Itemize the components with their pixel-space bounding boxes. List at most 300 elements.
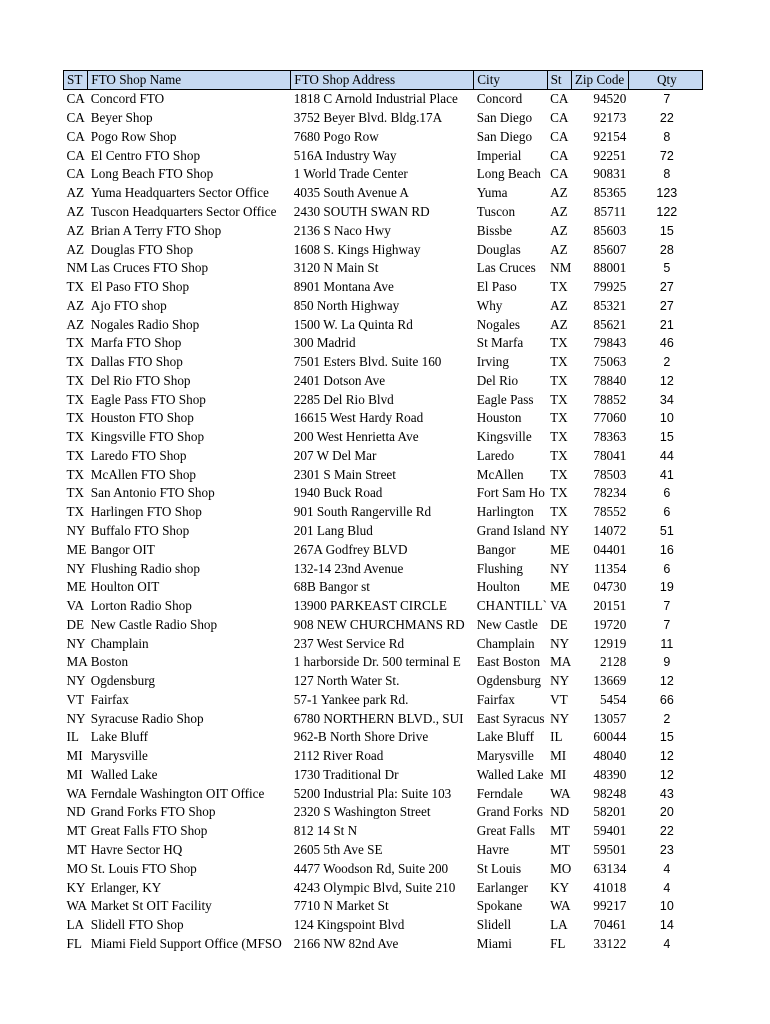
st-cell[interactable]: AZ [66,203,85,219]
shop-name-cell[interactable]: Houston FTO Shop [90,410,194,426]
city-cell[interactable]: East Syracus [476,710,545,726]
shop-name-cell[interactable]: Marysville [90,748,148,764]
shop-address-cell[interactable]: 5200 Industrial Pla: Suite 103 [293,785,452,801]
shop-address-cell[interactable]: 57-1 Yankee park Rd. [293,691,409,707]
shop-address-cell[interactable]: 3752 Beyer Blvd. Bldg.17A [293,110,443,126]
zip-cell[interactable]: 19720 [593,616,627,632]
shop-address-cell[interactable]: 908 NEW CHURCHMANS RD [293,616,465,632]
city-cell[interactable]: Grand Island [476,522,546,538]
st-cell[interactable]: TX [66,485,85,501]
shop-name-cell[interactable]: Ogdensburg [90,673,155,689]
shop-address-cell[interactable]: 1608 S. Kings Highway [293,241,421,257]
qty-cell[interactable]: 6 [663,486,671,501]
city-cell[interactable]: Del Rio [476,372,519,388]
shop-address-cell[interactable]: 16615 West Hardy Road [293,410,424,426]
qty-cell[interactable]: 8 [663,167,671,182]
city-cell[interactable]: Bangor [476,541,516,557]
zip-cell[interactable]: 20151 [593,598,627,614]
qty-cell[interactable]: 66 [659,692,674,707]
qty-cell[interactable]: 27 [659,280,674,295]
qty-cell[interactable]: 7 [663,599,671,614]
qty-cell[interactable]: 4 [663,936,671,951]
shop-name-cell[interactable]: Market St OIT Facility [90,898,212,914]
zip-cell[interactable]: 94520 [593,91,627,107]
zip-cell[interactable]: 33122 [593,935,627,951]
shop-name-cell[interactable]: Yuma Headquarters Sector Office [90,185,269,201]
state-cell[interactable]: NY [550,673,570,689]
city-cell[interactable]: Grand Forks [476,804,544,820]
zip-cell[interactable]: 78552 [593,504,627,520]
state-cell[interactable]: NY [550,710,570,726]
qty-cell[interactable]: 7 [663,617,671,632]
zip-cell[interactable]: 88001 [593,260,627,276]
qty-cell[interactable]: 7 [663,92,671,107]
shop-address-cell[interactable]: 267A Godfrey BLVD [293,541,408,557]
zip-cell[interactable]: 92251 [593,147,627,163]
st-cell[interactable]: ME [66,579,87,595]
shop-address-cell[interactable]: 2112 River Road [293,748,384,764]
zip-cell[interactable]: 92173 [593,110,627,126]
zip-cell[interactable]: 78840 [593,372,627,388]
st-cell[interactable]: MT [66,823,87,839]
shop-address-cell[interactable]: 516A Industry Way [293,147,397,163]
shop-name-cell[interactable]: McAllen FTO Shop [90,466,197,482]
city-cell[interactable]: Harlington [476,504,534,520]
zip-cell[interactable]: 14072 [593,522,627,538]
city-cell[interactable]: Nogales [476,316,520,332]
state-cell[interactable]: MT [550,842,570,857]
state-cell[interactable]: ND [550,804,570,820]
st-cell[interactable]: TX [66,466,85,482]
zip-cell[interactable]: 98248 [593,785,627,801]
state-cell[interactable]: ME [550,541,570,557]
qty-cell[interactable]: 11 [660,636,674,651]
qty-cell[interactable]: 15 [659,730,674,745]
qty-cell[interactable]: 46 [659,336,674,351]
qty-cell[interactable]: 22 [659,824,674,839]
zip-cell[interactable]: 58201 [593,804,627,820]
shop-name-cell[interactable]: Eagle Pass FTO Shop [90,391,206,407]
shop-name-cell[interactable]: Dallas FTO Shop [90,354,183,370]
shop-address-cell[interactable]: 850 North Highway [293,297,400,313]
qty-cell[interactable]: 19 [659,580,674,595]
shop-address-cell[interactable]: 4035 South Avenue A [293,185,409,201]
header-st[interactable]: ST [64,71,88,90]
st-cell[interactable]: KY [66,879,86,895]
shop-address-cell[interactable]: 1500 W. La Quinta Rd [293,316,413,332]
shop-address-cell[interactable]: 4477 Woodson Rd, Suite 200 [293,860,449,876]
shop-address-cell[interactable]: 2166 NW 82nd Ave [293,935,399,951]
st-cell[interactable]: LA [66,917,85,933]
qty-cell[interactable]: 123 [656,186,678,201]
zip-cell[interactable]: 85321 [593,297,627,313]
st-cell[interactable]: CA [66,128,85,144]
shop-name-cell[interactable]: Lake Bluff [90,729,149,745]
shop-address-cell[interactable]: 7680 Pogo Row [293,128,379,144]
qty-cell[interactable]: 4 [663,880,671,895]
zip-cell[interactable]: 70461 [593,917,627,933]
city-cell[interactable]: Douglas [476,241,521,257]
state-cell[interactable]: AZ [550,222,568,238]
shop-name-cell[interactable]: Champlain [90,635,149,651]
zip-cell[interactable]: 04730 [593,579,627,595]
shop-name-cell[interactable]: Grand Forks FTO Shop [90,804,216,820]
zip-cell[interactable]: 12919 [593,635,627,651]
shop-name-cell[interactable]: Douglas FTO Shop [90,241,194,257]
zip-cell[interactable]: 77060 [593,410,627,426]
header-city[interactable]: City [474,71,547,90]
state-cell[interactable]: MA [550,654,572,670]
qty-cell[interactable]: 8 [663,129,671,144]
shop-name-cell[interactable]: Lorton Radio Shop [90,598,192,614]
shop-address-cell[interactable]: 237 West Service Rd [293,635,405,651]
st-cell[interactable]: AZ [66,241,85,257]
state-cell[interactable]: MI [550,748,567,764]
city-cell[interactable]: Houston [476,410,522,426]
qty-cell[interactable]: 2 [663,355,671,370]
header-state[interactable]: St [547,71,571,90]
st-cell[interactable]: AZ [66,316,85,332]
qty-cell[interactable]: 12 [659,767,674,782]
st-cell[interactable]: TX [66,410,85,426]
shop-name-cell[interactable]: Marfa FTO Shop [90,335,182,351]
zip-cell[interactable]: 79843 [593,335,627,351]
shop-address-cell[interactable]: 2605 5th Ave SE [293,842,383,857]
state-cell[interactable]: VA [550,598,568,614]
qty-cell[interactable]: 34 [659,392,674,407]
city-cell[interactable]: Long Beach [476,166,541,182]
qty-cell[interactable]: 43 [659,786,674,801]
zip-cell[interactable]: 78234 [593,485,627,501]
city-cell[interactable]: Lake Bluff [476,729,535,745]
shop-address-cell[interactable]: 124 Kingspoint Blvd [293,917,405,933]
qty-cell[interactable]: 12 [659,674,674,689]
shop-address-cell[interactable]: 1818 C Arnold Industrial Place [293,91,458,107]
qty-cell[interactable]: 6 [663,561,671,576]
st-cell[interactable]: IL [66,729,79,745]
st-cell[interactable]: CA [66,166,85,182]
city-cell[interactable]: Havre [476,842,509,857]
city-cell[interactable]: Las Cruces [476,260,536,276]
st-cell[interactable]: AZ [66,185,85,201]
state-cell[interactable]: CA [550,91,569,107]
qty-cell[interactable]: 6 [663,505,671,520]
shop-address-cell[interactable]: 3120 N Main St [293,260,379,276]
st-cell[interactable]: TX [66,279,85,295]
state-cell[interactable]: TX [550,335,568,351]
shop-name-cell[interactable]: Slidell FTO Shop [90,917,184,933]
zip-cell[interactable]: 79925 [593,279,627,295]
state-cell[interactable]: LA [550,917,568,933]
st-cell[interactable]: NM [66,260,88,276]
state-cell[interactable]: NM [550,260,572,276]
shop-name-cell[interactable]: Brian A Terry FTO Shop [90,222,222,238]
header-shop-address[interactable]: FTO Shop Address [291,71,474,90]
city-cell[interactable]: East Boston [476,654,541,670]
shop-address-cell[interactable]: 127 North Water St. [293,673,400,689]
shop-name-cell[interactable]: Buffalo FTO Shop [90,522,190,538]
qty-cell[interactable]: 5 [663,261,671,276]
st-cell[interactable]: NY [66,710,86,726]
shop-address-cell[interactable]: 4243 Olympic Blvd, Suite 210 [293,879,456,895]
state-cell[interactable]: AZ [550,316,568,332]
shop-address-cell[interactable]: 2320 S Washington Street [293,804,431,820]
shop-name-cell[interactable]: Del Rio FTO Shop [90,372,191,388]
qty-cell[interactable]: 2 [663,711,671,726]
shop-address-cell[interactable]: 207 W Del Mar [293,447,377,463]
state-cell[interactable]: WA [550,785,571,801]
shop-name-cell[interactable]: Bangor OIT [90,541,155,557]
st-cell[interactable]: TX [66,335,85,351]
st-cell[interactable]: DE [66,616,85,632]
shop-name-cell[interactable]: Nogales Radio Shop [90,316,200,332]
st-cell[interactable]: TX [66,504,85,520]
shop-name-cell[interactable]: Beyer Shop [90,110,153,126]
qty-cell[interactable]: 10 [659,899,674,914]
zip-cell[interactable]: 75063 [593,354,627,370]
shop-name-cell[interactable]: Ajo FTO shop [90,297,167,313]
qty-cell[interactable]: 44 [659,448,674,463]
city-cell[interactable]: Tuscon [476,203,516,219]
qty-cell[interactable]: 22 [659,111,674,126]
qty-cell[interactable]: 15 [659,430,674,445]
st-cell[interactable]: FL [66,935,82,951]
state-cell[interactable]: CA [550,147,569,163]
city-cell[interactable]: St Louis [476,860,522,876]
shop-name-cell[interactable]: Syracuse Radio Shop [90,710,204,726]
shop-address-cell[interactable]: 2430 SOUTH SWAN RD [293,203,430,219]
zip-cell[interactable]: 59501 [593,842,627,857]
st-cell[interactable]: TX [66,429,85,445]
st-cell[interactable]: AZ [66,222,85,238]
qty-cell[interactable]: 122 [656,204,678,219]
qty-cell[interactable]: 12 [659,749,674,764]
shop-address-cell[interactable]: 201 Lang Blud [293,522,373,538]
st-cell[interactable]: NY [66,673,86,689]
qty-cell[interactable]: 9 [663,655,671,670]
city-cell[interactable]: Spokane [476,898,523,914]
zip-cell[interactable]: 78363 [593,429,627,445]
shop-address-cell[interactable]: 7710 N Market St [293,898,389,914]
zip-cell[interactable]: 41018 [593,879,627,895]
state-cell[interactable]: ME [550,579,570,595]
city-cell[interactable]: Slidell [476,917,512,933]
shop-name-cell[interactable]: St. Louis FTO Shop [90,860,197,876]
shop-address-cell[interactable]: 8901 Montana Ave [293,279,394,295]
city-cell[interactable]: San Diego [476,110,533,126]
shop-name-cell[interactable]: New Castle Radio Shop [90,616,218,632]
zip-cell[interactable]: 85365 [593,185,627,201]
state-cell[interactable]: NY [550,635,570,651]
state-cell[interactable]: WA [550,898,571,914]
qty-cell[interactable]: 16 [659,542,674,557]
zip-cell[interactable]: 85603 [593,222,627,238]
city-cell[interactable]: Laredo [476,447,515,463]
shop-name-cell[interactable]: Concord FTO [90,91,165,107]
shop-name-cell[interactable]: Miami Field Support Office (MFSO [90,935,282,951]
city-cell[interactable]: Ogdensburg [476,673,541,689]
state-cell[interactable]: FL [550,935,566,951]
city-cell[interactable]: Fort Sam Ho [476,485,545,501]
shop-name-cell[interactable]: El Paso FTO Shop [90,279,190,295]
state-cell[interactable]: NY [550,522,570,538]
shop-name-cell[interactable]: San Antonio FTO Shop [90,485,215,501]
st-cell[interactable]: NY [66,635,86,651]
shop-address-cell[interactable]: 13900 PARKEAST CIRCLE [293,598,447,614]
city-cell[interactable]: Flushing [476,560,523,576]
shop-name-cell[interactable]: Long Beach FTO Shop [90,166,214,182]
shop-name-cell[interactable]: Las Cruces FTO Shop [90,260,209,276]
shop-address-cell[interactable]: 812 14 St N [293,823,358,839]
state-cell[interactable]: IL [550,729,563,745]
zip-cell[interactable]: 99217 [593,898,627,914]
state-cell[interactable]: MT [550,823,570,839]
st-cell[interactable]: TX [66,354,85,370]
zip-cell[interactable]: 48390 [593,766,627,782]
zip-cell[interactable]: 48040 [593,748,627,764]
qty-cell[interactable]: 4 [663,861,671,876]
shop-name-cell[interactable]: Boston [90,654,129,670]
st-cell[interactable]: WA [66,898,88,914]
state-cell[interactable]: CA [550,166,569,182]
shop-address-cell[interactable]: 68B Bangor st [293,579,370,595]
qty-cell[interactable]: 12 [659,373,674,388]
state-cell[interactable]: DE [550,616,568,632]
city-cell[interactable]: San Diego [476,128,533,144]
shop-name-cell[interactable]: Laredo FTO Shop [90,447,187,463]
zip-cell[interactable]: 85621 [593,316,627,332]
header-qty[interactable]: Qty [628,71,702,90]
zip-cell[interactable]: 11354 [593,560,627,576]
st-cell[interactable]: MA [66,654,88,670]
zip-cell[interactable]: 78041 [593,447,627,463]
shop-name-cell[interactable]: Houlton OIT [90,579,160,595]
st-cell[interactable]: CA [66,110,85,126]
qty-cell[interactable]: 21 [659,317,674,332]
city-cell[interactable]: Houlton [476,579,520,595]
city-cell[interactable]: St Marfa [476,335,524,351]
state-cell[interactable]: TX [550,447,568,463]
st-cell[interactable]: MO [66,860,88,876]
city-cell[interactable]: Why [476,297,503,313]
header-zip-code[interactable]: Zip Code [571,71,628,90]
city-cell[interactable]: Bissbe [476,222,512,238]
state-cell[interactable]: VT [550,691,568,707]
city-cell[interactable]: El Paso [476,279,517,295]
st-cell[interactable]: VA [66,598,84,614]
st-cell[interactable]: MI [66,766,83,782]
st-cell[interactable]: ND [66,804,86,820]
state-cell[interactable]: CA [550,110,569,126]
zip-cell[interactable]: 13669 [593,673,627,689]
city-cell[interactable]: Eagle Pass [476,391,534,407]
zip-cell[interactable]: 85607 [593,241,627,257]
zip-cell[interactable]: 5454 [599,691,627,707]
state-cell[interactable]: MI [550,766,567,782]
zip-cell[interactable]: 13057 [593,710,627,726]
st-cell[interactable]: TX [66,447,85,463]
st-cell[interactable]: ME [66,541,87,557]
shop-name-cell[interactable]: Havre Sector HQ [90,842,183,857]
shop-name-cell[interactable]: Kingsville FTO Shop [90,429,205,445]
city-cell[interactable]: Marysville [476,748,534,764]
st-cell[interactable]: TX [66,391,85,407]
zip-cell[interactable]: 63134 [593,860,627,876]
st-cell[interactable]: NY [66,560,86,576]
shop-address-cell[interactable]: 200 West Henrietta Ave [293,429,419,445]
shop-address-cell[interactable]: 2136 S Naco Hwy [293,222,391,238]
state-cell[interactable]: KY [550,879,570,895]
zip-cell[interactable]: 85711 [593,203,627,219]
city-cell[interactable]: Earlanger [476,879,528,895]
city-cell[interactable]: McAllen [476,466,524,482]
shop-address-cell[interactable]: 2401 Dotson Ave [293,372,386,388]
shop-name-cell[interactable]: Flushing Radio shop [90,560,200,576]
state-cell[interactable]: AZ [550,203,568,219]
shop-address-cell[interactable]: 7501 Esters Blvd. Suite 160 [293,354,442,370]
shop-address-cell[interactable]: 2285 Del Rio Blvd [293,391,394,407]
state-cell[interactable]: AZ [550,185,568,201]
state-cell[interactable]: NY [550,560,570,576]
zip-cell[interactable]: 04401 [593,541,627,557]
shop-address-cell[interactable]: 2301 S Main Street [293,466,396,482]
st-cell[interactable]: MT [66,842,87,857]
city-cell[interactable]: Great Falls [476,823,535,839]
zip-cell[interactable]: 59401 [593,823,627,839]
shop-address-cell[interactable]: 1730 Traditional Dr [293,766,399,782]
header-shop-name[interactable]: FTO Shop Name [88,71,291,90]
city-cell[interactable]: Ferndale [476,785,523,801]
qty-cell[interactable]: 14 [659,918,674,933]
zip-cell[interactable]: 90831 [593,166,627,182]
shop-address-cell[interactable]: 1 World Trade Center [293,166,408,182]
state-cell[interactable]: CA [550,128,569,144]
state-cell[interactable]: TX [550,504,568,520]
shop-name-cell[interactable]: El Centro FTO Shop [90,147,201,163]
st-cell[interactable]: WA [66,785,88,801]
shop-address-cell[interactable]: 962-B North Shore Drive [293,729,429,745]
zip-cell[interactable]: 2128 [599,654,627,670]
city-cell[interactable]: Yuma [476,185,508,201]
shop-name-cell[interactable]: Walled Lake [90,766,158,782]
zip-cell[interactable]: 78503 [593,466,627,482]
shop-address-cell[interactable]: 901 South Rangerville Rd [293,504,432,520]
shop-name-cell[interactable]: Pogo Row Shop [90,128,177,144]
shop-name-cell[interactable]: Harlingen FTO Shop [90,504,202,520]
state-cell[interactable]: TX [550,466,568,482]
state-cell[interactable]: TX [550,485,568,501]
city-cell[interactable]: Walled Lake [476,766,544,782]
city-cell[interactable]: Fairfax [476,691,515,707]
city-cell[interactable]: Miami [476,935,512,951]
shop-name-cell[interactable]: Erlanger, KY [90,879,162,895]
city-cell[interactable]: New Castle [476,616,538,632]
zip-cell[interactable]: 60044 [593,729,627,745]
city-cell[interactable]: Kingsville [476,429,532,445]
state-cell[interactable]: AZ [550,297,568,313]
shop-name-cell[interactable]: Tuscon Headquarters Sector Office [90,203,277,219]
state-cell[interactable]: TX [550,429,568,445]
st-cell[interactable]: CA [66,91,85,107]
state-cell[interactable]: TX [550,372,568,388]
qty-cell[interactable]: 20 [659,805,674,820]
state-cell[interactable]: AZ [550,241,568,257]
qty-cell[interactable]: 15 [659,223,674,238]
state-cell[interactable]: TX [550,391,568,407]
qty-cell[interactable]: 72 [659,148,674,163]
shop-address-cell[interactable]: 300 Madrid [293,335,356,351]
shop-address-cell[interactable]: 1940 Buck Road [293,485,383,501]
